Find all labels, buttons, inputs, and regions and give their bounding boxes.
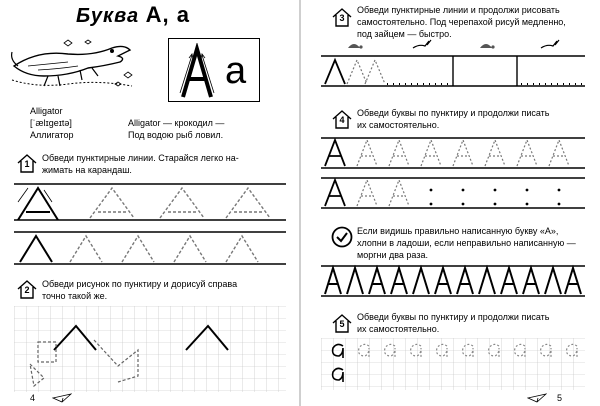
task5-line1: Обведи буквы по пунктиру и продолжи писать xyxy=(357,312,550,322)
task1-tracing-rows xyxy=(14,182,286,266)
house-icon xyxy=(16,152,38,174)
page-number-right: 5 xyxy=(557,393,563,403)
card-lower-letter: а xyxy=(225,50,247,92)
task3-line2: самостоятельно. Под черепахой рисуй медленно, xyxy=(357,17,566,27)
check-line3: моргни два раза. xyxy=(357,250,428,260)
title-word: Буква xyxy=(76,5,140,27)
left-page xyxy=(0,0,299,406)
transcription: [ˈælɪɡeɪtə] xyxy=(30,118,72,128)
check-line1: Если видишь правильно написанную букву «А», xyxy=(357,226,559,236)
task1-line1: Обведи пунктирные линии. Старайся легко на- xyxy=(42,153,239,163)
rhyme-line1: Alligator — крокодил — xyxy=(128,118,225,128)
crocodile-illustration xyxy=(8,36,136,94)
task4-letter-rows xyxy=(321,134,585,212)
rhyme-line2: Под водою рыб ловил. xyxy=(128,130,224,140)
letter-card xyxy=(168,38,260,102)
task2-grid xyxy=(14,306,286,392)
page-number-left: 4 xyxy=(30,393,36,403)
task2-line1: Обведи рисунок по пунктиру и дорисуй справа xyxy=(42,279,238,289)
house-icon xyxy=(331,108,353,130)
paper-plane-icon xyxy=(527,393,547,403)
check-line2: хлопни в ладоши, если неправильно написанную — xyxy=(357,238,576,248)
task1-line2: жимать на карандаш. xyxy=(42,165,132,175)
hare-icon xyxy=(411,38,433,52)
right-page xyxy=(301,0,600,406)
house-icon xyxy=(16,278,38,300)
task3-line3: под зайцем — быстро. xyxy=(357,29,452,39)
house-icon xyxy=(331,6,353,28)
task4-line1: Обведи буквы по пунктиру и продолжи писать xyxy=(357,108,550,118)
task1-number: 1 xyxy=(24,159,30,169)
turtle-icon xyxy=(345,40,363,52)
house-icon xyxy=(331,312,353,334)
task5-number: 5 xyxy=(339,319,345,329)
correct-wrong-letters-row xyxy=(321,264,585,298)
task3-number: 3 xyxy=(339,13,345,23)
word-en: Alligator xyxy=(30,106,63,116)
task5-grid xyxy=(321,338,585,390)
page-title xyxy=(76,2,190,28)
arrow-upper-a-guide xyxy=(177,43,217,99)
title-letters: А, а xyxy=(145,2,191,27)
word-ru: Аллигатор xyxy=(30,130,74,140)
task4-line2: их самостоятельно. xyxy=(357,120,440,130)
task2-line2: точно такой же. xyxy=(42,291,108,301)
task3-tracing-row xyxy=(321,54,585,88)
task2-number: 2 xyxy=(24,285,30,295)
checkmark-circle-icon xyxy=(331,226,353,248)
paper-plane-icon xyxy=(52,393,72,403)
task4-number: 4 xyxy=(339,115,345,125)
task3-line1: Обведи пунктирные линии и продолжи рисовать xyxy=(357,5,560,15)
turtle-icon xyxy=(477,40,495,52)
task5-line2: их самостоятельно. xyxy=(357,324,440,334)
hare-icon xyxy=(539,38,561,52)
